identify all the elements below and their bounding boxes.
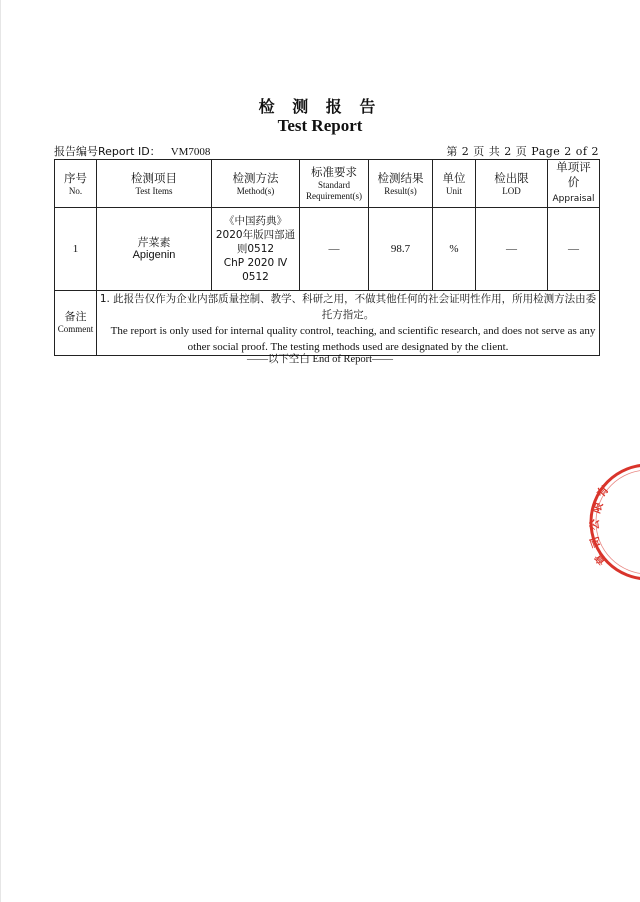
row-test-item (97, 208, 212, 291)
row-no: 1 (55, 208, 97, 291)
report-meta (54, 143, 599, 159)
report-id-label: 报告编号Report ID： (54, 145, 161, 158)
test-item-en: Apigenin (132, 249, 176, 261)
row-unit: % (433, 208, 476, 291)
company-seal-stamp (588, 462, 640, 582)
svg-text:公: 公 (588, 519, 601, 530)
col-header-method: 检测方法 Method(s) (212, 160, 300, 208)
row-appraisal: — (548, 208, 600, 291)
col-header-no: 序号 No. (55, 160, 97, 208)
report-id-value: VM7008 (170, 146, 211, 158)
comment-row (55, 291, 600, 356)
report-title-cn: 检 测 报 告 (258, 97, 382, 116)
svg-text:限: 限 (589, 500, 606, 516)
col-header-appraisal: 单项评 价Appraisal (548, 160, 600, 208)
col-header-unit: 单位 Unit (433, 160, 476, 208)
test-item-cn: 芹菜素 (137, 236, 171, 249)
row-method: 《中国药典》 2020年版四部通 则0512 ChP 2020 Ⅳ 0512 (212, 208, 300, 291)
col-header-lod: 检出限 LOD (476, 160, 548, 208)
table-row (55, 208, 600, 291)
col-header-test-items: 检测项目 Test Items (97, 160, 212, 208)
svg-text:章: 章 (592, 550, 610, 568)
report-id-block (54, 143, 210, 159)
comment-label: 备注 Comment (55, 291, 97, 356)
svg-text:司: 司 (588, 534, 604, 550)
col-header-standard: 标准要求 Standard Requirement(s) (300, 160, 369, 208)
test-results-table (54, 159, 600, 356)
col-header-result: 检测结果 Result(s) (369, 160, 433, 208)
table-header-row (55, 160, 600, 208)
end-of-report: ——以下空白 End of Report—— (246, 354, 394, 365)
comment-text-cn: 1. 此报告仅作为企业内部质量控制、教学、科研之用，不做其他任何的社会证明性作用，所用检测方法由委托方指定。 (99, 293, 597, 321)
svg-text:有: 有 (594, 483, 612, 500)
comment-text-en: The report is only used for internal quality control, teaching, and scientific research, and does not serve as any other social proof. The testing methods used are designated by the client. (110, 325, 596, 353)
row-result: 98.7 (369, 208, 433, 291)
report-title-en: Test Report (277, 116, 363, 135)
row-standard: — (300, 208, 369, 291)
row-lod: — (476, 208, 548, 291)
comment-text (97, 291, 600, 356)
page-info: 第 2 页 共 2 页 Page 2 of 2 (446, 145, 599, 158)
